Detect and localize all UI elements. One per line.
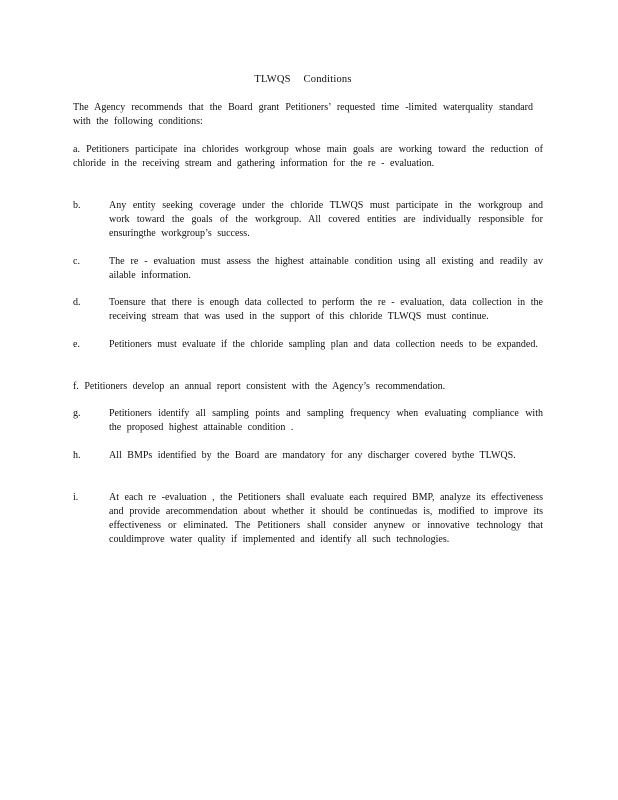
condition-text-d: Toensure that there is enough data collected to perform the re - evaluation, data collection in the receiving stream that was used in the support of this chloride TLWQS must continue. xyxy=(109,297,543,322)
condition-item-e xyxy=(73,338,543,352)
condition-text-c: The re - evaluation must assess the highest attainable condition using all existing and readily av ailable information. xyxy=(109,256,543,281)
condition-text-g: Petitioners identify all sampling points and sampling frequency when evaluating compliance with the proposed highest attainable condition . xyxy=(109,408,543,433)
intro-paragraph: The Agency recommends that the Board grant Petitioners’ requested time -limited waterquality standard with the following conditions: xyxy=(73,102,533,127)
condition-text-f xyxy=(73,380,543,394)
condition-marker-g: g. xyxy=(73,408,81,419)
condition-text-h: All BMPs identified by the Board are mandatory for any discharger covered bythe TLWQS. xyxy=(109,450,516,461)
condition-marker-f: f. xyxy=(73,381,79,392)
document-title: TLWQS Conditions xyxy=(254,74,352,85)
condition-item-d xyxy=(73,296,543,324)
condition-marker-d: d. xyxy=(73,297,81,308)
condition-item-a xyxy=(73,143,543,171)
condition-item-c xyxy=(73,255,543,283)
condition-marker-c: c. xyxy=(73,256,80,267)
condition-item-h xyxy=(73,449,543,463)
condition-text-i: At each re -evaluation , the Petitioners shall evaluate each required BMP, analyze its effectiveness and provide arecommendation about whether it should be continuedas is, modified to improve its effectiveness or eliminated. The Petitioners shall consider anynew or innovative technology that couldimprove water quality if implemented and identify all such technologies. xyxy=(109,492,543,545)
condition-marker-h: h. xyxy=(73,450,81,461)
condition-item-b xyxy=(73,199,543,241)
condition-item-g xyxy=(73,407,543,435)
condition-marker-a: a. xyxy=(73,144,80,155)
condition-item-i xyxy=(73,491,543,547)
condition-marker-b: b. xyxy=(73,200,81,211)
condition-item-f xyxy=(73,380,543,394)
condition-marker-e: e. xyxy=(73,339,80,350)
condition-text-a xyxy=(73,143,543,171)
condition-marker-i: i. xyxy=(73,492,79,503)
condition-body-f: Petitioners develop an annual report consistent with the Agency’s recommendation. xyxy=(84,381,446,392)
condition-text-b: Any entity seeking coverage under the chloride TLWQS must participate in the workgroup and work toward the goals of the workgroup. All covered entities are individually responsible for ensuringthe workgroup’s success. xyxy=(109,200,543,239)
condition-text-e: Petitioners must evaluate if the chloride sampling plan and data collection needs to be expanded. xyxy=(109,339,538,350)
condition-body-a: Petitioners participate ina chlorides workgroup whose main goals are working toward the reduction of chloride in the receiving stream and gathering information for the re - evaluation. xyxy=(73,144,543,169)
